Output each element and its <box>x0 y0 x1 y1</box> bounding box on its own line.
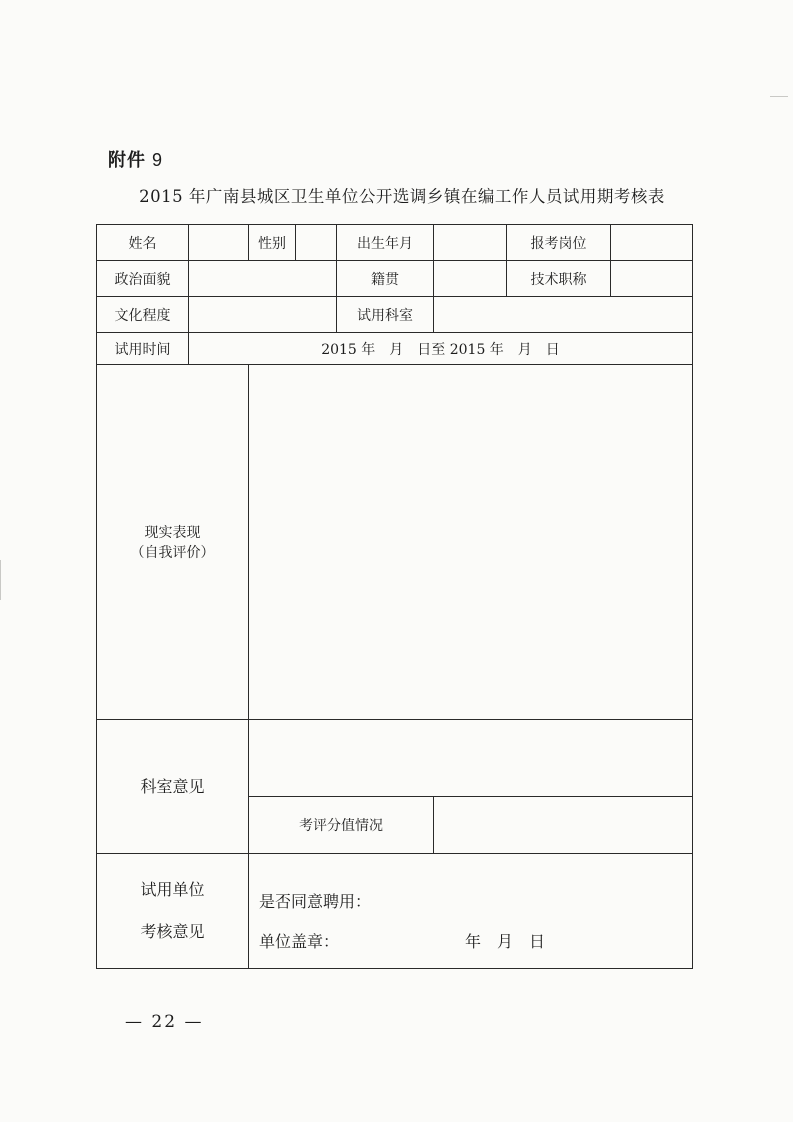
dept-opinion-field[interactable] <box>249 720 693 797</box>
scan-edge-mark <box>0 560 1 600</box>
trial-time-value[interactable]: 2015 年 月 日至 2015 年 月 日 <box>189 333 693 365</box>
gender-field[interactable] <box>296 225 337 261</box>
native-place-field[interactable] <box>434 261 507 297</box>
name-field[interactable] <box>189 225 249 261</box>
education-label: 文化程度 <box>97 297 189 333</box>
native-place-label: 籍贯 <box>337 261 434 297</box>
education-field[interactable] <box>189 297 337 333</box>
annex-number: 9 <box>152 150 164 170</box>
gender-label: 性别 <box>249 225 296 261</box>
form-row-trial-time <box>97 333 693 365</box>
form-row-dept-opinion <box>97 720 693 797</box>
trial-dept-field[interactable] <box>434 297 693 333</box>
performance-label <box>97 365 249 720</box>
performance-label-text: 现实表现 <box>144 525 201 541</box>
trial-dept-label: 试用科室 <box>337 297 434 333</box>
form-row-performance <box>97 365 693 720</box>
unit-opinion-label-line2: 考核意见 <box>140 922 205 941</box>
unit-opinion-label <box>97 854 249 969</box>
tech-title-label: 技术职称 <box>507 261 611 297</box>
unit-opinion-field[interactable] <box>249 854 693 969</box>
form-row-unit-opinion <box>97 854 693 969</box>
unit-seal-label: 单位盖章： <box>259 932 340 951</box>
politics-label: 政治面貌 <box>97 261 189 297</box>
birth-field[interactable] <box>434 225 507 261</box>
form-row-background <box>97 261 693 297</box>
birth-label: 出生年月 <box>337 225 434 261</box>
form-row-basic-info <box>97 225 693 261</box>
annex-label-text: 附件 <box>108 150 146 171</box>
performance-sub-label: （自我评价） <box>130 545 215 561</box>
page-number: — 22 — <box>125 1012 204 1032</box>
score-label: 考评分值情况 <box>249 797 434 854</box>
name-label: 姓名 <box>97 225 189 261</box>
form-row-education <box>97 297 693 333</box>
trial-time-label: 试用时间 <box>97 333 189 365</box>
performance-field[interactable] <box>249 365 693 720</box>
position-label: 报考岗位 <box>507 225 611 261</box>
unit-seal-line <box>259 922 692 962</box>
position-field[interactable] <box>611 225 693 261</box>
agree-hire-label: 是否同意聘用： <box>259 892 372 911</box>
annex-label <box>108 146 163 172</box>
scan-edge-mark <box>770 96 788 97</box>
unit-opinion-label-line1: 试用单位 <box>140 880 205 899</box>
politics-field[interactable] <box>189 261 337 297</box>
assessment-form-table <box>96 224 693 969</box>
score-field[interactable] <box>434 797 693 854</box>
tech-title-field[interactable] <box>611 261 693 297</box>
seal-date: 年 月 日 <box>465 932 546 951</box>
document-title: 2015 年广南县城区卫生单位公开选调乡镇在编工作人员试用期考核表 <box>139 187 665 206</box>
dept-opinion-label: 科室意见 <box>97 720 249 854</box>
